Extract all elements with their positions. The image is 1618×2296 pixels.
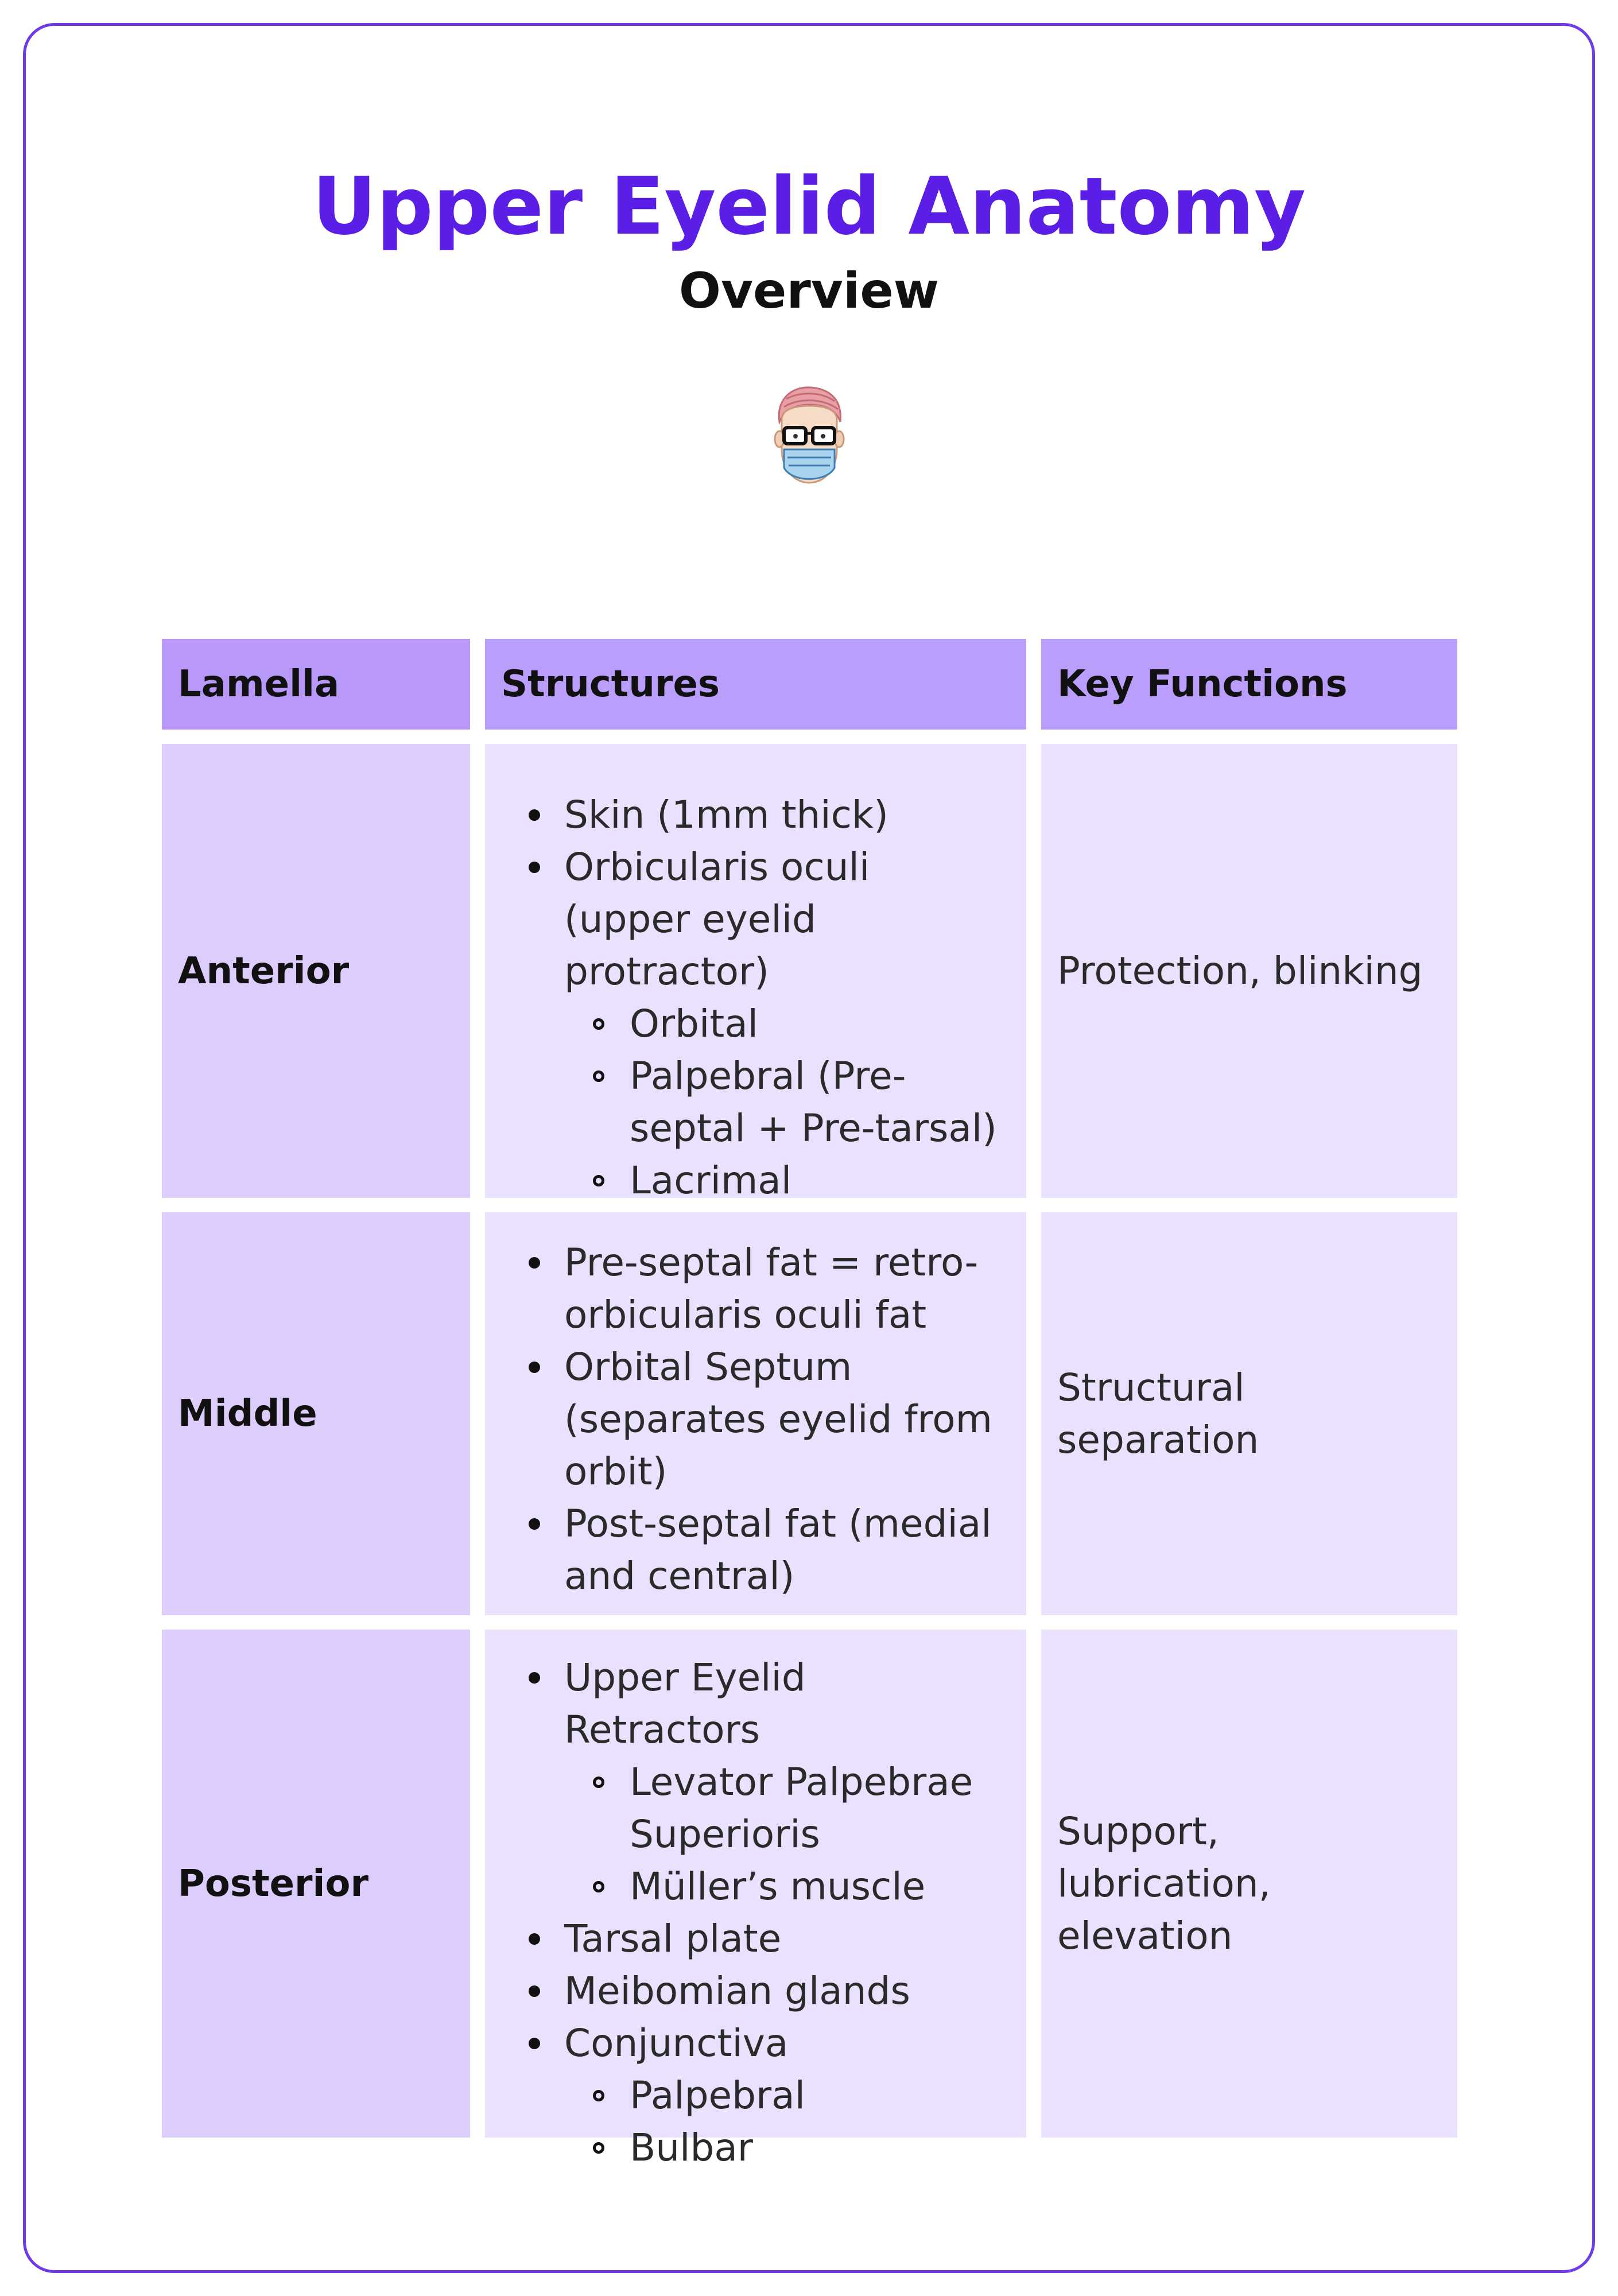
- header-lamella: Lamella: [162, 639, 470, 730]
- table-row: [162, 1630, 1457, 2170]
- list-item: Orbital Septum (separates eyelid from orbit): [485, 1341, 1026, 1498]
- list-item: Palpebral (Pre-septal + Pre-tarsal): [485, 1050, 1026, 1154]
- bullet-icon: [529, 1672, 540, 1684]
- lamella-cell: Posterior: [162, 1630, 470, 2138]
- structures-cell: [485, 1630, 1026, 2170]
- table-header: [162, 639, 1457, 730]
- list-item: Müller’s muscle: [485, 1860, 1026, 1913]
- list-item: Tarsal plate: [485, 1913, 1026, 1965]
- list-item: Pre-septal fat = retro-orbicularis oculi fat: [485, 1236, 1026, 1341]
- functions-cell: Protection, blinking: [1041, 744, 1457, 1198]
- lamella-cell: Middle: [162, 1212, 470, 1615]
- doctor-avatar-icon: [763, 382, 855, 497]
- list-item: Skin (1mm thick): [485, 789, 1026, 841]
- structures-cell: [485, 744, 1026, 1203]
- list-item: Post-septal fat (medial and central): [485, 1498, 1026, 1602]
- hollow-bullet-icon: [593, 2090, 604, 2101]
- list-item: Bulbar: [485, 2122, 1026, 2174]
- list-item: Conjunctiva: [485, 2017, 1026, 2069]
- structures-cell: [485, 1212, 1026, 1615]
- hollow-bullet-icon: [593, 2142, 604, 2154]
- page-title: Upper Eyelid Anatomy: [312, 160, 1306, 253]
- list-item: Lacrimal: [485, 1154, 1026, 1207]
- bullet-icon: [529, 2038, 540, 2049]
- bullet-icon: [529, 809, 540, 821]
- table-row: [162, 1212, 1457, 1615]
- header-structures: Structures: [485, 639, 1026, 730]
- page-subtitle: Overview: [678, 262, 940, 320]
- hollow-bullet-icon: [593, 1018, 604, 1030]
- functions-cell: Support, lubrication, elevation: [1041, 1630, 1457, 2138]
- hollow-bullet-icon: [593, 1881, 604, 1892]
- bullet-icon: [529, 1362, 540, 1373]
- list-item: Orbicularis oculi (upper eyelid protractor): [485, 841, 1026, 998]
- table-row: [162, 744, 1457, 1203]
- bullet-icon: [529, 1933, 540, 1945]
- list-item: Orbital: [485, 998, 1026, 1050]
- hollow-bullet-icon: [593, 1777, 604, 1788]
- list-item: Meibomian glands: [485, 1965, 1026, 2017]
- bullet-icon: [529, 862, 540, 873]
- hollow-bullet-icon: [593, 1071, 604, 1082]
- list-item: Levator Palpebrae Superioris: [485, 1756, 1026, 1860]
- hollow-bullet-icon: [593, 1175, 604, 1186]
- list-item: Palpebral: [485, 2069, 1026, 2122]
- list-item: Upper Eyelid Retractors: [485, 1651, 1026, 1756]
- functions-cell: Structural separation: [1041, 1212, 1457, 1615]
- header-key-functions: Key Functions: [1041, 639, 1457, 730]
- bullet-icon: [529, 1985, 540, 1997]
- bullet-icon: [529, 1518, 540, 1530]
- bullet-icon: [529, 1257, 540, 1269]
- lamella-cell: Anterior: [162, 744, 470, 1198]
